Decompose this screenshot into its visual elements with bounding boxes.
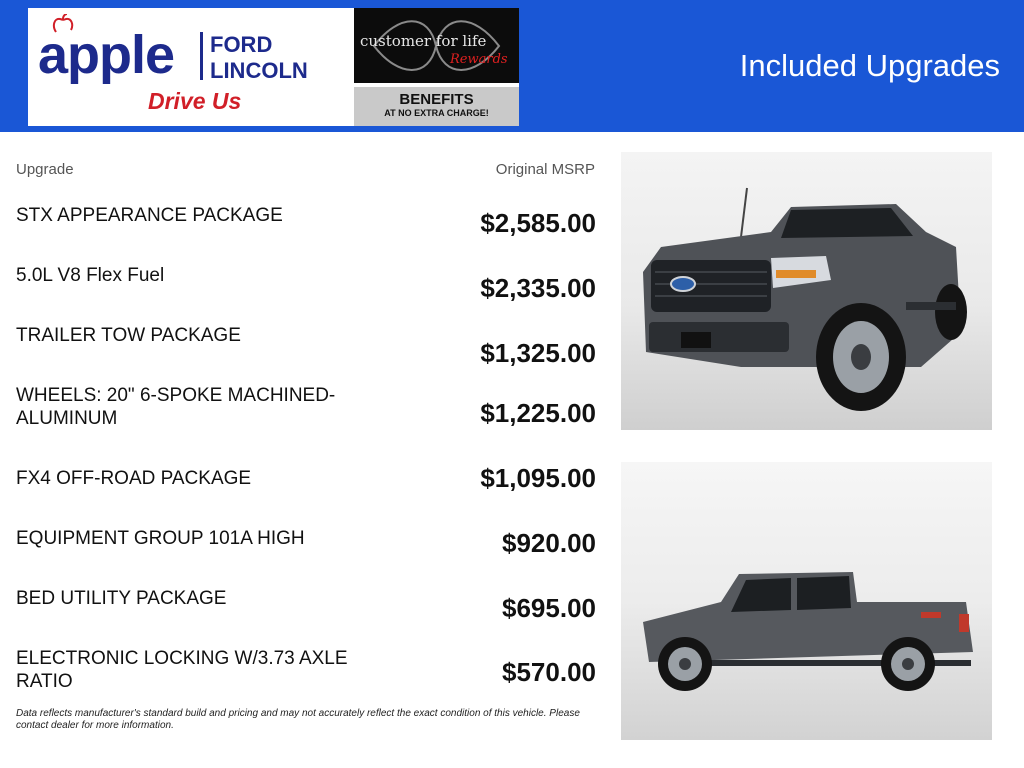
cfl-name: customer for life (360, 32, 487, 50)
disclaimer-text: Data reflects manufacturer's standard build and pricing and may not accurately reflect the exact condition of this vehicle. Please contact dealer for more information. (16, 708, 580, 731)
brand-ford: FORD (210, 32, 273, 57)
upgrade-price: $2,585.00 (480, 208, 596, 238)
dealer-logo (28, 8, 354, 126)
upgrade-row (16, 527, 596, 587)
upgrade-row (16, 384, 596, 444)
upgrade-name: ELECTRONIC LOCKING W/3.73 AXLE RATIO (16, 648, 348, 692)
upgrade-price: $920.00 (502, 528, 596, 558)
upgrade-name: WHEELS: 20" 6-SPOKE MACHINED-ALUMINUM (16, 385, 336, 429)
upgrade-name: EQUIPMENT GROUP 101A HIGH (16, 528, 305, 549)
upgrade-name: 5.0L V8 Flex Fuel (16, 265, 165, 286)
page-title: Included Upgrades (739, 48, 1000, 83)
upgrade-row (16, 587, 596, 647)
upgrade-price: $570.00 (502, 657, 596, 687)
cfl-benefits-label: BENEFITS (399, 91, 474, 108)
customer-for-life-logo (354, 8, 519, 126)
upgrade-price: $2,335.00 (480, 273, 596, 303)
cfl-script: Rewards (450, 52, 508, 67)
upgrade-row (16, 324, 596, 384)
cfl-benefits-panel (354, 87, 519, 126)
cfl-benefits-sub: AT NO EXTRA CHARGE! (384, 108, 489, 118)
header-banner (0, 0, 1024, 132)
truck-front-photo (621, 152, 992, 430)
upgrade-name: BED UTILITY PACKAGE (16, 588, 227, 609)
upgrade-row (16, 463, 596, 527)
upgrade-price: $1,225.00 (480, 398, 596, 428)
column-header-upgrade: Upgrade (16, 161, 74, 178)
upgrade-price: $695.00 (502, 593, 596, 623)
upgrade-name: STX APPEARANCE PACKAGE (16, 205, 283, 226)
upgrade-row (16, 264, 596, 324)
upgrade-name: FX4 OFF-ROAD PACKAGE (16, 468, 252, 489)
truck-side-photo (621, 462, 992, 740)
cfl-logo-top (354, 8, 519, 83)
column-header-msrp: Original MSRP (495, 161, 595, 178)
dealer-brand-word: apple (38, 25, 175, 85)
upgrade-row (16, 647, 596, 707)
upgrade-price: $1,095.00 (480, 463, 596, 493)
dealer-tagline: Drive Us (148, 88, 242, 114)
logo-divider (200, 32, 203, 80)
upgrade-name: TRAILER TOW PACKAGE (16, 325, 241, 346)
brand-lincoln: LINCOLN (210, 58, 308, 83)
upgrade-row (16, 204, 596, 264)
upgrade-price: $1,325.00 (480, 338, 596, 368)
